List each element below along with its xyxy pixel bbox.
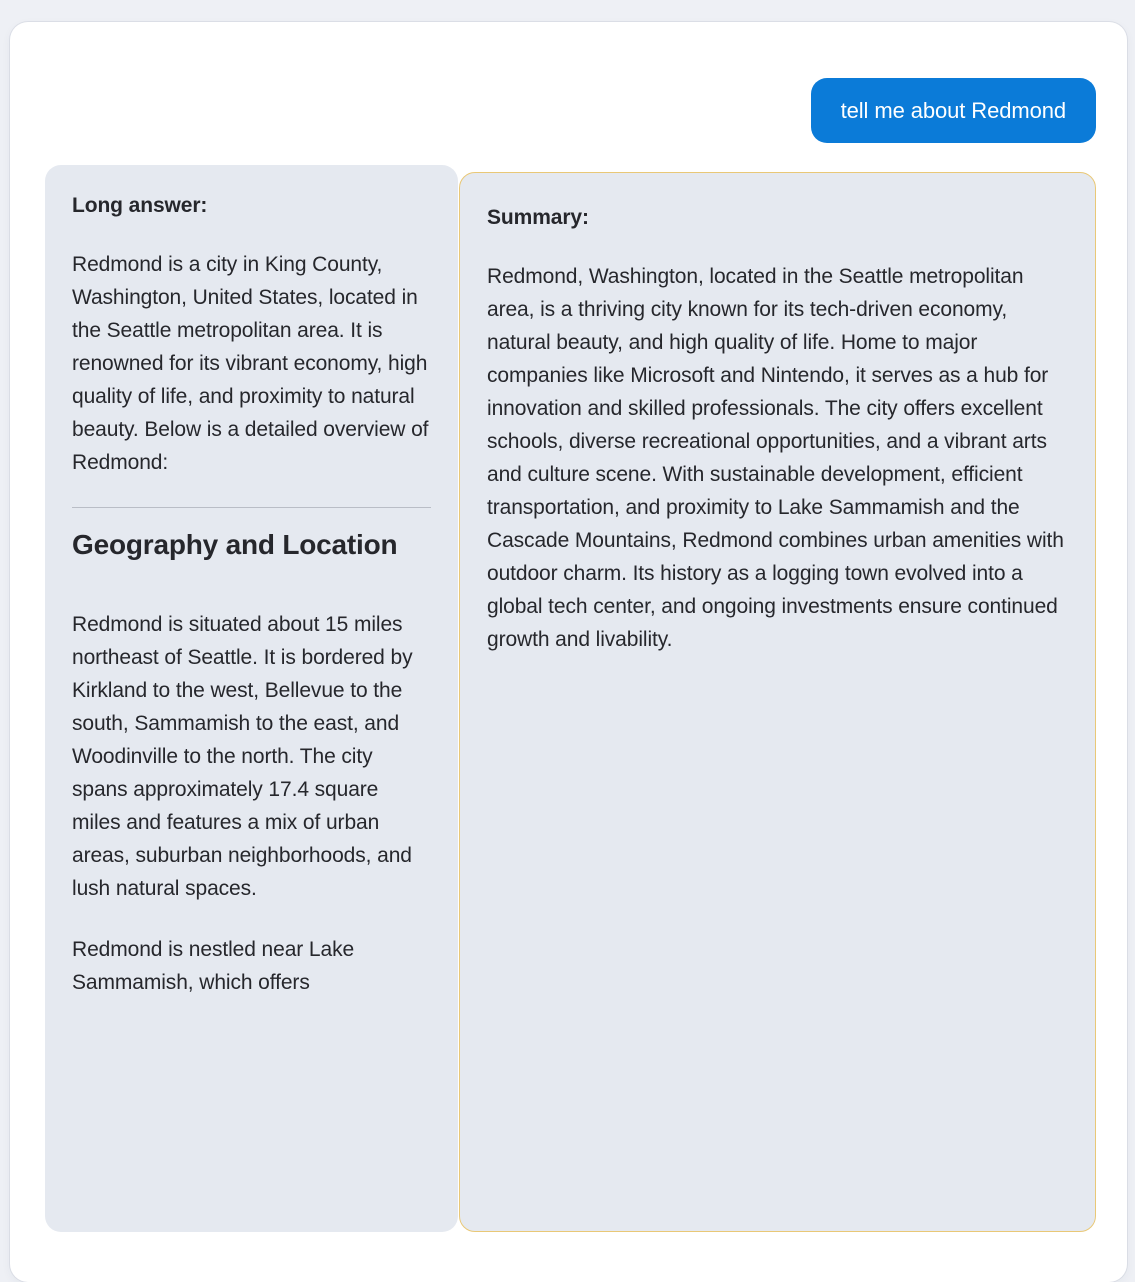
geography-section-heading: Geography and Location bbox=[72, 529, 398, 560]
summary-heading: Summary: bbox=[487, 206, 589, 229]
section-divider bbox=[72, 507, 431, 508]
chat-card bbox=[10, 22, 1127, 1282]
summary-panel bbox=[459, 172, 1096, 1232]
user-message-bubble: tell me about Redmond bbox=[811, 78, 1096, 143]
long-answer-intro: Redmond is a city in King County, Washington, United States, located in the Seattle metropolitan area. It is renowned for its vibrant economy, high quality of life, and proximity to natural beauty. Below is a detailed overview of Redmond: bbox=[72, 253, 429, 474]
long-answer-heading: Long answer: bbox=[72, 194, 208, 217]
lake-paragraph: Redmond is nestled near Lake Sammamish, which offers bbox=[72, 938, 355, 994]
responses-row bbox=[10, 165, 1127, 1232]
geography-paragraph: Redmond is situated about 15 miles northeast of Seattle. It is bordered by Kirkland to the west, Bellevue to the south, Sammamish to the east, and Woodinville to the north. The city spans approximately 17.4 square miles and features a mix of urban areas, suburban neighborhoods, and lush natural spaces. bbox=[72, 613, 413, 900]
summary-body: Redmond, Washington, located in the Seattle metropolitan area, is a thriving city known for its tech-driven economy, natural beauty, and high quality of life. Home to major companies like Microsoft and Nintendo, it serves as a hub for innovation and skilled professionals. The city offers excellent schools, diverse recreational opportunities, and a vibrant arts and culture scene. With sustainable development, efficient transportation, and proximity to Lake Sammamish and the Cascade Mountains, Redmond combines urban amenities with outdoor charm. Its history as a logging town evolved into a global tech center, and ongoing investments ensure continued growth and livability. bbox=[487, 265, 1064, 651]
user-message-row bbox=[10, 22, 1127, 143]
long-answer-panel bbox=[45, 165, 458, 1232]
